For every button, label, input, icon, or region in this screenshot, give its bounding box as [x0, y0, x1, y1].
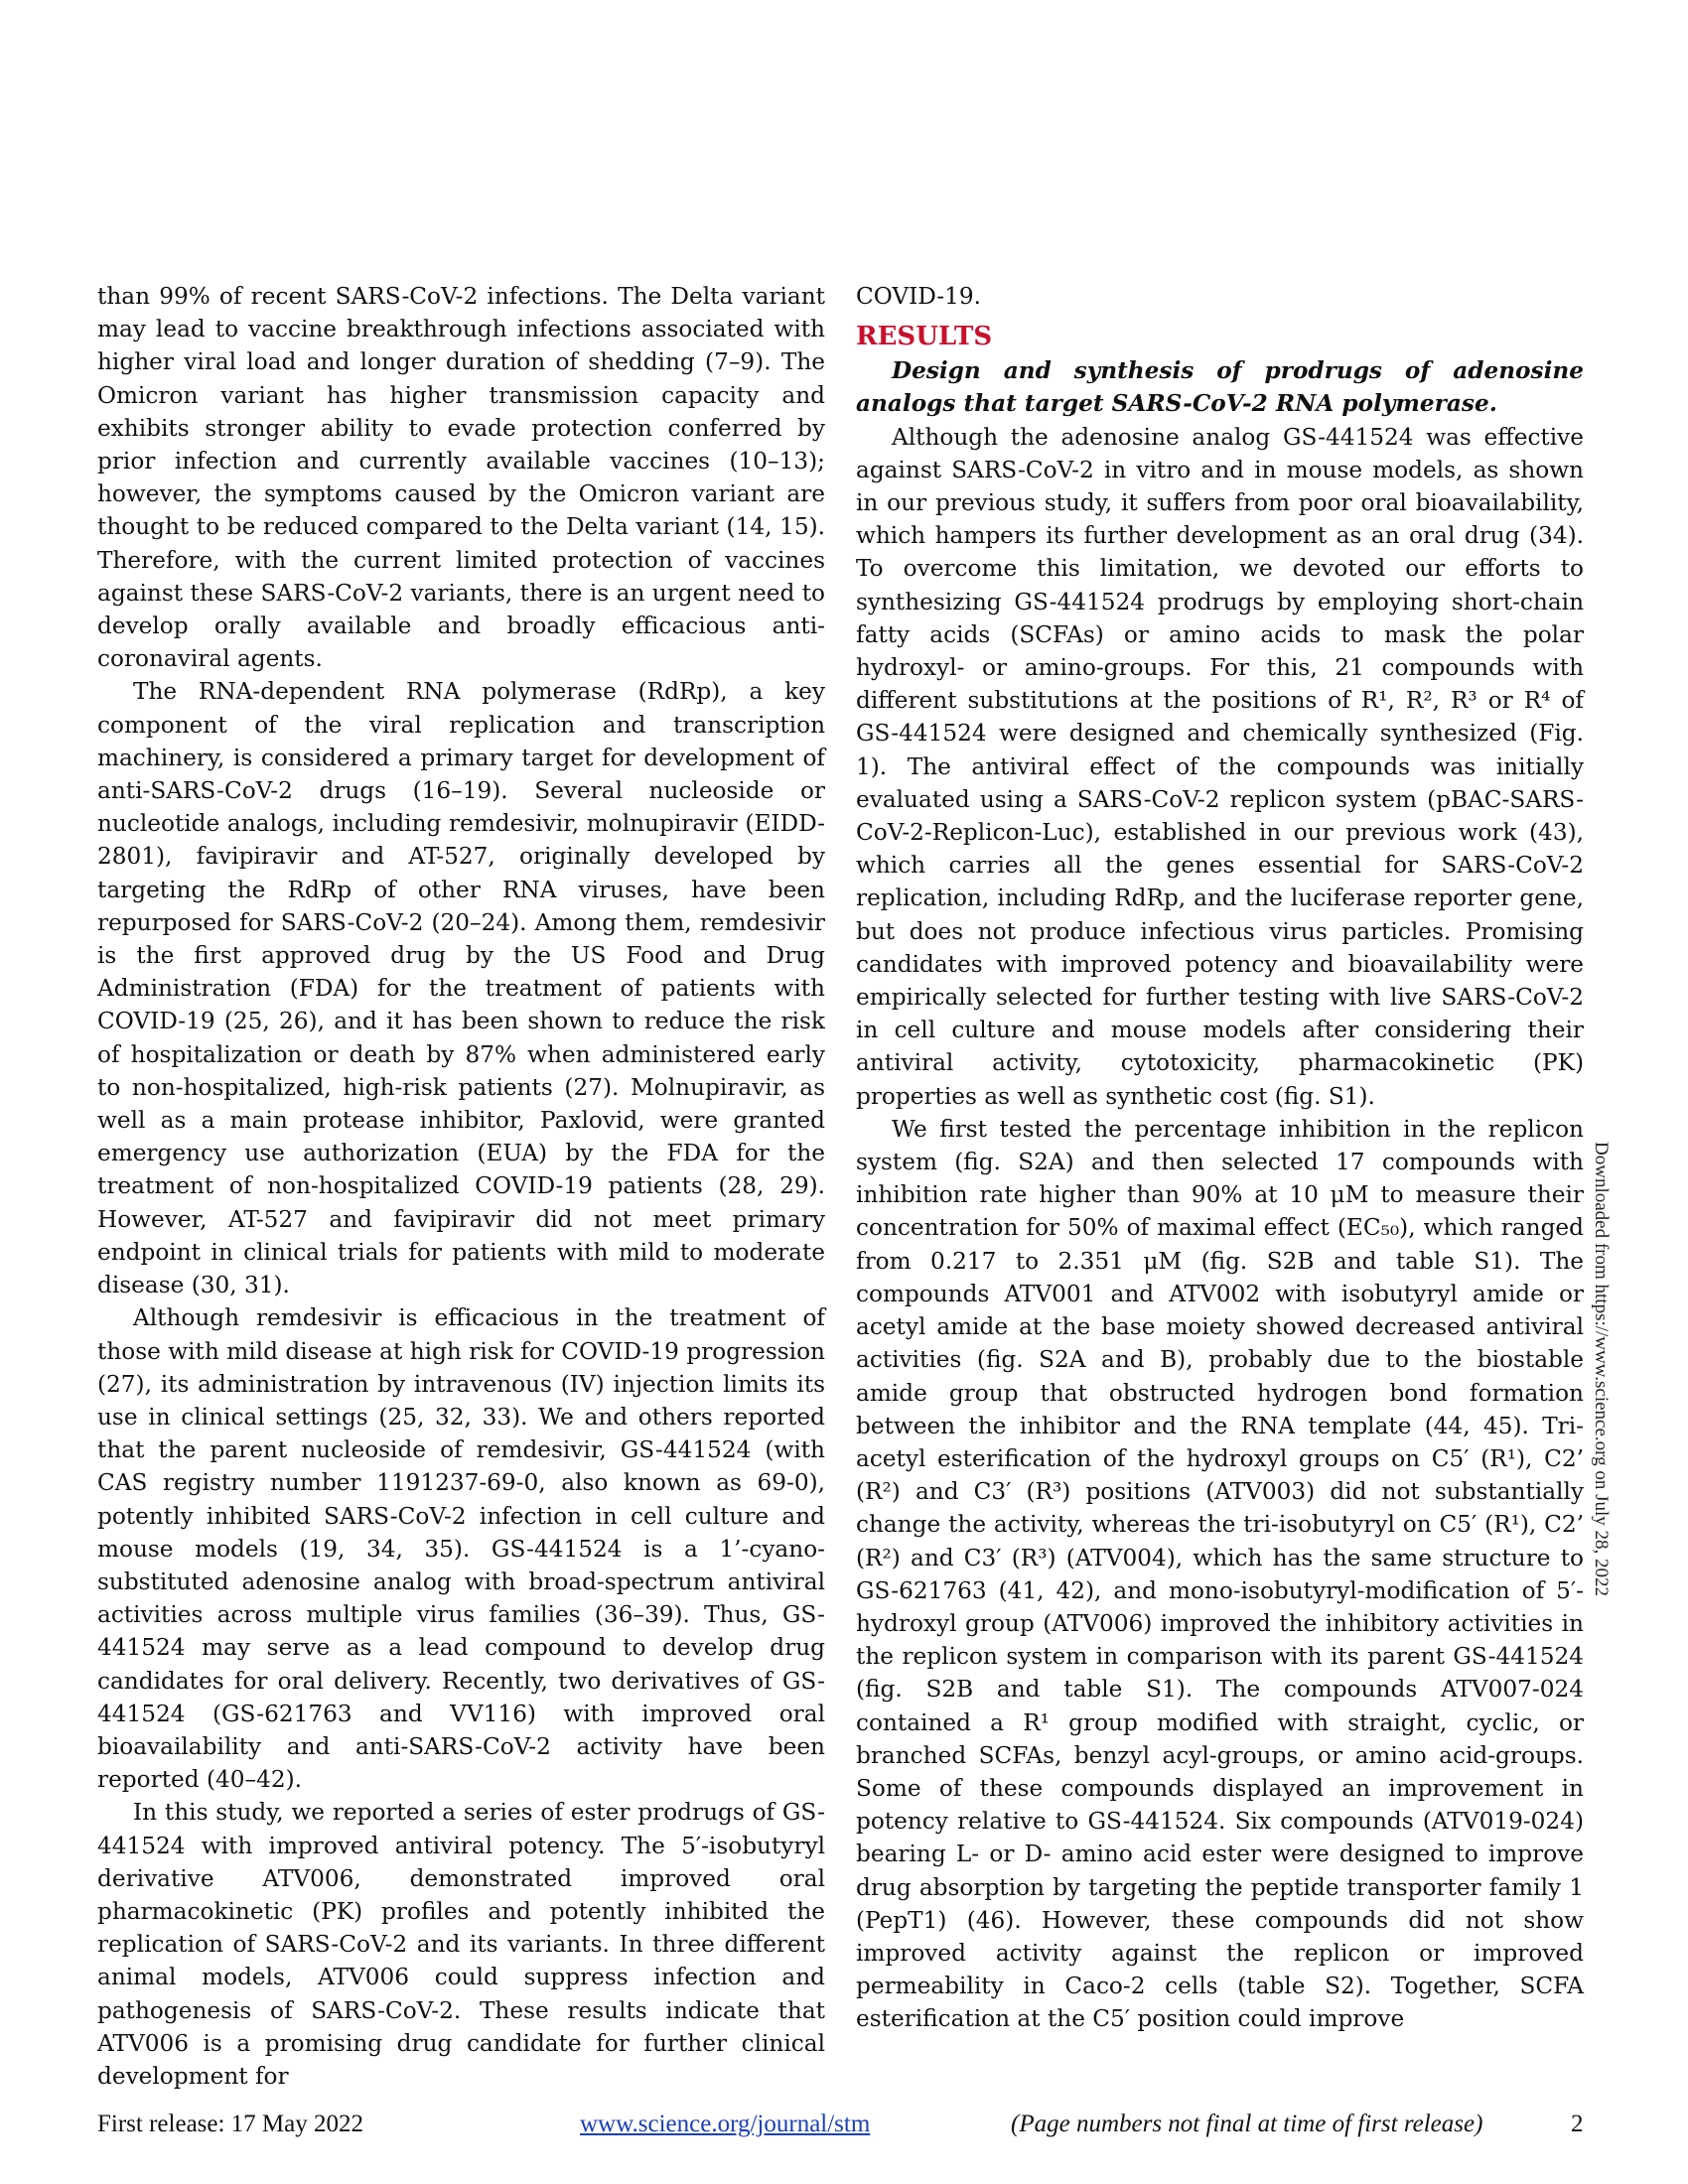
- continued-text: COVID-19.: [856, 283, 981, 310]
- body-paragraph: than 99% of recent SARS-CoV-2 infections. The Delta variant may lead to vaccine breakthrough infections associated with higher viral load and longer duration of shedding (7–9). The Omicron variant has higher transmission capacity and exhibits stronger ability to evade protection conferred by prior infection and currently available vaccines (10–13); however, the symptoms caused by the Omicron variant are thought to be reduced compared to the Delta variant (14, 15). Therefore, with the current limited protection of vaccines against these SARS-CoV-2 variants, there is an urgent need to develop orally available and broadly efficacious anti-coronaviral agents.: [97, 283, 825, 673]
- footer-release-date: First release: 17 May 2022: [97, 2111, 364, 2137]
- footer-journal-link[interactable]: www.science.org/journal/stm: [580, 2111, 871, 2137]
- footer-page-note: (Page numbers not final at time of first release): [1011, 2111, 1483, 2137]
- body-paragraph: Although remdesivir is efficacious in the treatment of those with mild disease at high risk for COVID-19 progression (27), its administration by intravenous (IV) injection limits its use in clinical settings (25, 32, 33). We and others reported that the parent nucleoside of remdesivir, GS-441524 (with CAS registry number 1191237-69-0, also known as 69-0), potently inhibited SARS-CoV-2 infection in cell culture and mouse models (19, 34, 35). GS-441524 is a 1’-cyano-substituted adenosine analog with broad-spectrum antiviral activities across multiple virus families (36–39). Thus, GS-441524 may serve as a lead compound to develop drug candidates for oral delivery. Recently, two derivatives of GS-441524 (GS-621763 and VV116) with improved oral bioavailability and anti-SARS-CoV-2 activity have been reported (40–42).: [97, 1304, 825, 1794]
- left-column: [97, 280, 825, 2093]
- watermark-text: Downloaded from https://www.science.org on July 28, 2022: [1591, 1142, 1612, 1597]
- right-column: [856, 280, 1584, 2036]
- subsection-heading: Design and synthesis of prodrugs of adenosine analogs that target SARS-CoV-2 RNA polymerase.: [856, 357, 1584, 418]
- section-heading: RESULTS: [856, 322, 993, 352]
- download-watermark: [1591, 1142, 1643, 1698]
- page-number: 2: [1571, 2111, 1584, 2137]
- body-paragraph: We first tested the percentage inhibition in the replicon system (fig. S2A) and then selected 17 compounds with inhibition rate higher than 90% at 10 μM to measure their concentration for 50% of maximal effect (EC₅₀), which ranged from 0.217 to 2.351 μM (fig. S2B and table S1). The compounds ATV001 and ATV002 with isobutyryl amide or acetyl amide at the base moiety showed decreased antiviral activities (fig. S2A and B), probably due to the biostable amide group that obstructed hydrogen bond formation between the inhibitor and the RNA template (44, 45). Tri-acetyl esterification of the hydroxyl groups on C5′ (R¹), C2’ (R²) and C3′ (R³) positions (ATV003) did not substantially change the activity, whereas the tri-isobutyryl on C5′ (R¹), C2’ (R²) and C3′ (R³) (ATV004), which has the same structure to GS-621763 (41, 42), and mono-isobutyryl-modification of 5′-hydroxyl group (ATV006) improved the inhibitory activities in the replicon system in comparison with its parent GS-441524 (fig. S2B and table S1). The compounds ATV007-024 contained a R¹ group modified with straight, cyclic, or branched SCFAs, benzyl acyl-groups, or amino acid-groups. Some of these compounds displayed an improvement in potency relative to GS-441524. Six compounds (ATV019-024) bearing L- or D- amino acid ester were designed to improve drug absorption by targeting the peptide transporter family 1 (PepT1) (46). However, these compounds did not show improved activity against the replicon or improved permeability in Caco-2 cells (table S2). Together, SCFA esterification at the C5′ position could improve: [856, 1115, 1584, 2033]
- body-paragraph: In this study, we reported a series of ester prodrugs of GS-441524 with improved antiviral potency. The 5′-isobutyryl derivative ATV006, demonstrated improved oral pharmacokinetic (PK) profiles and potently inhibited the replication of SARS-CoV-2 and its variants. In three different animal models, ATV006 could suppress infection and pathogenesis of SARS-CoV-2. These results indicate that ATV006 is a promising drug candidate for further clinical development for: [97, 1799, 825, 2090]
- body-paragraph: The RNA-dependent RNA polymerase (RdRp), a key component of the viral replication and transcription machinery, is considered a primary target for development of anti-SARS-CoV-2 drugs (16–19). Several nucleoside or nucleotide analogs, including remdesivir, molnupiravir (EIDD-2801), favipiravir and AT-527, originally developed by targeting the RdRp of other RNA viruses, have been repurposed for SARS-CoV-2 (20–24). Among them, remdesivir is the first approved drug by the US Food and Drug Administration (FDA) for the treatment of patients with COVID-19 (25, 26), and it has been shown to reduce the risk of hospitalization or death by 87% when administered early to non-hospitalized, high-risk patients (27). Molnupiravir, as well as a main protease inhibitor, Paxlovid, were granted emergency use authorization (EUA) by the FDA for the treatment of non-hospitalized COVID-19 patients (28, 29). However, AT-527 and favipiravir did not meet primary endpoint in clinical trials for patients with mild to moderate disease (30, 31).: [97, 678, 825, 1299]
- body-paragraph: Although the adenosine analog GS-441524 was effective against SARS-CoV-2 in vitro and in mouse models, as shown in our previous study, it suffers from poor oral bioavailability, which hampers its further development as an oral drug (34). To overcome this limitation, we devoted our efforts to synthesizing GS-441524 prodrugs by employing short-chain fatty acids (SCFAs) or amino acids to mask the polar hydroxyl- or amino-groups. For this, 21 compounds with different substitutions at the positions of R¹, R², R³ or R⁴ of GS-441524 were designed and chemically synthesized (Fig. 1). The antiviral effect of the compounds was initially evaluated using a SARS-CoV-2 replicon system (pBAC-SARS-CoV-2-Replicon-Luc), established in our previous work (43), which carries all the genes essential for SARS-CoV-2 replication, including RdRp, and the luciferase reporter gene, but does not produce infectious virus particles. Promising candidates with improved potency and bioavailability were empirically selected for further testing with live SARS-CoV-2 in cell culture and mouse models after considering their antiviral activity, cytotoxicity, pharmacokinetic (PK) properties as well as synthetic cost (fig. S1).: [856, 423, 1584, 1110]
